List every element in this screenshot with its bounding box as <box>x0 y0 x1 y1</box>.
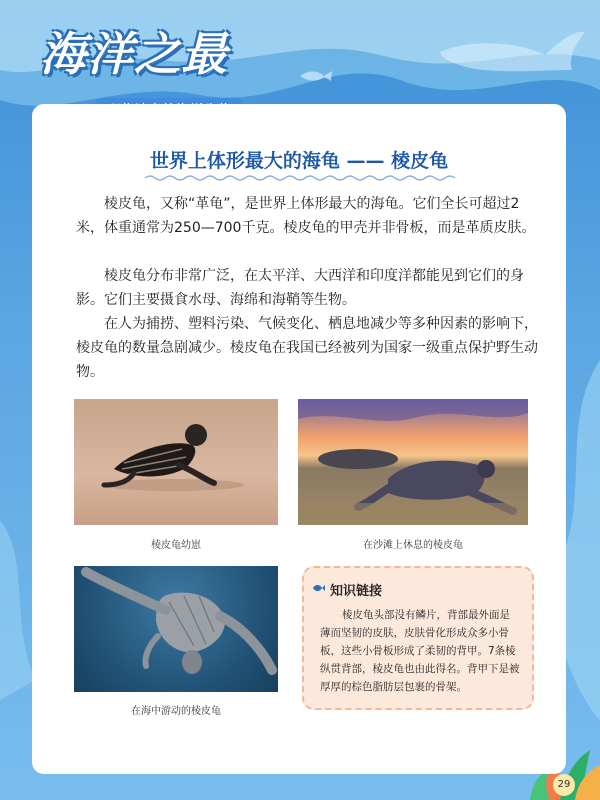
knowledge-box <box>302 566 534 710</box>
title-underline <box>145 174 455 182</box>
swimming-caption: 在海中游动的棱皮龟 <box>131 706 221 717</box>
beach-turtle-photo <box>298 399 528 525</box>
paragraph-distribution: 棱皮龟分布非常广泛，在太平洋、大西洋和印度洋都能见到它们的身影。它们主要摄食水母、海绵和海鞘等生物。 <box>76 268 524 308</box>
knowledge-box-text: 棱皮龟头部没有鳞片，背部最外面是薄而坚韧的皮肤，皮肤骨化形成众多小骨板，这些小骨板形成了柔韧的背甲。7条棱纵贯背部，棱皮龟也由此得名。背甲下是被厚厚的棕色脂肪层包裹的骨架。 <box>320 609 520 693</box>
paragraph-conservation: 在人为捕捞、塑料污染、气候变化、栖息地减少等多种因素的影响下，棱皮龟的数量急剧减少。棱皮龟在我国已经被列为国家一级重点保护野生动物。 <box>76 316 538 380</box>
brand-title: 海洋之最 <box>40 27 228 81</box>
fish-icon <box>312 582 326 594</box>
content-card <box>32 104 566 774</box>
hatchling-caption: 棱皮龟幼崽 <box>151 540 201 551</box>
swimming-turtle-photo <box>74 566 278 692</box>
knowledge-box-title: 知识链接 <box>330 584 383 599</box>
hatchling-photo <box>74 399 278 525</box>
paragraph-intro: 棱皮龟，又称“革龟”，是世界上体形最大的海龟。它们全长可超过2米，体重通常为250—700千克。棱皮龟的甲壳并非骨板，而是革质皮肤。 <box>76 196 536 236</box>
article-title: 世界上体形最大的海龟 —— 棱皮龟 <box>149 150 449 172</box>
page-number: 29 <box>553 774 575 796</box>
beach-caption: 在沙滩上休息的棱皮龟 <box>363 540 463 551</box>
series-logo <box>30 14 270 114</box>
